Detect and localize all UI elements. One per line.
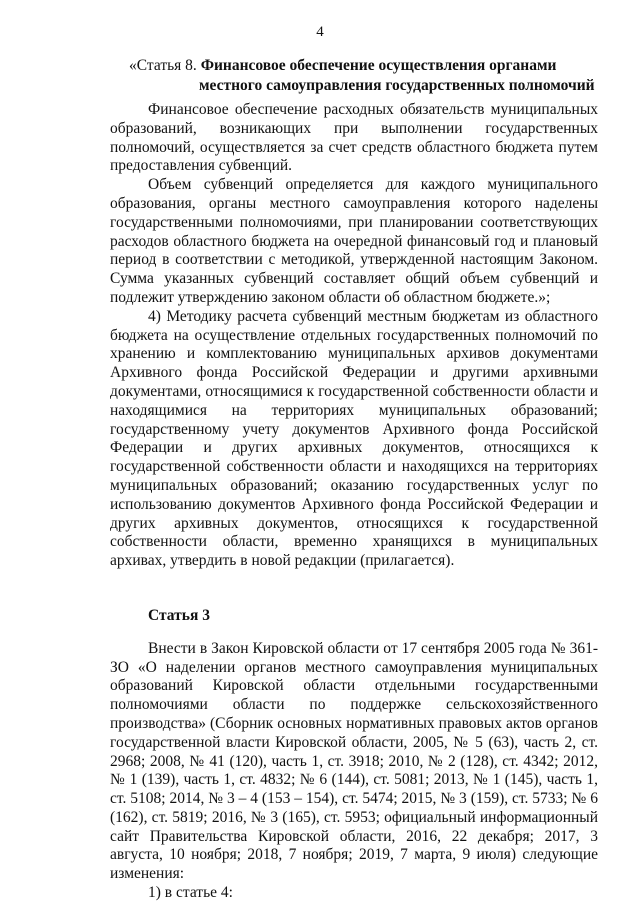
- section-spacer: [110, 571, 598, 607]
- article-8-title-line-2: местного самоуправления государственных полномочий: [199, 77, 595, 94]
- section-spacer: [110, 626, 598, 640]
- article-3-title: Статья 3: [148, 606, 210, 624]
- paragraph-subvention-volume: Объем субвенций определяется для каждого муниципального образования, органы местного самоуправления которого наделены государственными полномочиями, при планировании соответствующих расходов областного бюджета на очередной финансовый год и плановый период в соответствии с методикой, утвержденной настоящим Законом. Сумма указанных субвенций составляет общий объем субвенций и подлежит утверждению законом области об областном бюджете.»;: [110, 176, 598, 306]
- page-number: 4: [316, 24, 324, 40]
- article-8-prefix: «Статья 8.: [129, 57, 201, 74]
- article-8-title-line-1: Финансовое обеспечение осуществления органами: [200, 57, 557, 74]
- paragraph-financing: Финансовое обеспечение расходных обязательств муниципальных образований, возникающих при выполнении государственных полномочий, осуществляется за счет средств областного бюджета путем предоставления субвенций.: [110, 101, 598, 175]
- paragraph-item-4-methodology: 4) Методику расчета субвенций местным бюджетам из областного бюджета на осуществление отдельных государственных полномочий по хранению и комплектованию муниципальных архивов документами Архивного фонда Российской Федерации и другими архивными документами, относящимися к государственной собственности области и находящимися на территориях муниципальных образований; государственному учету документов Архивного фонда Российской Федерации и других архивных документов, относящихся к государственной собственности области и находящихся на территориях муниципальных образований; оказанию государственных услуг по использованию документов Архивного фонда Российской Федерации и других архивных документов, относящихся к государственной собственности области, временно хранящихся в муниципальных архивах, утвердить в новой редакции (прилагается).: [110, 307, 598, 570]
- paragraph-item-1-article-4: 1) в статье 4:: [148, 884, 233, 902]
- paragraph-amendment-law: Внести в Закон Кировской области от 17 сентября 2005 года № 361-ЗО «О наделении органов местного самоуправления муниципальных образований Кировской области отдельными государственными полномочиями области по поддержке сельскохозяйственного производства» (Сборник основных нормативных правовых актов органов государственной власти Кировской области, 2005, № 5 (63), часть 2, ст. 2968; 2008, № 41 (120), часть 1, ст. 3918; 2010, № 2 (128), ст. 4342; 2012, № 1 (139), часть 1, ст. 4832; № 6 (144), ст. 5081; 2013, № 1 (145), часть 1, ст. 5108; 2014, № 3 – 4 (153 – 154), ст. 5474; 2015, № 3 (159), ст. 5733; № 6 (162), ст. 5819; 2016, № 3 (165), ст. 5953; официальный информационный сайт Правительства Кировской области, 2016, 22 декабря; 2017, 3 августа, 10 ноября; 2018, 7 ноября; 2019, 7 марта, 9 июля) следующие изменения:: [110, 639, 598, 883]
- document-body: [110, 101, 598, 903]
- article-8-heading: [129, 56, 599, 96]
